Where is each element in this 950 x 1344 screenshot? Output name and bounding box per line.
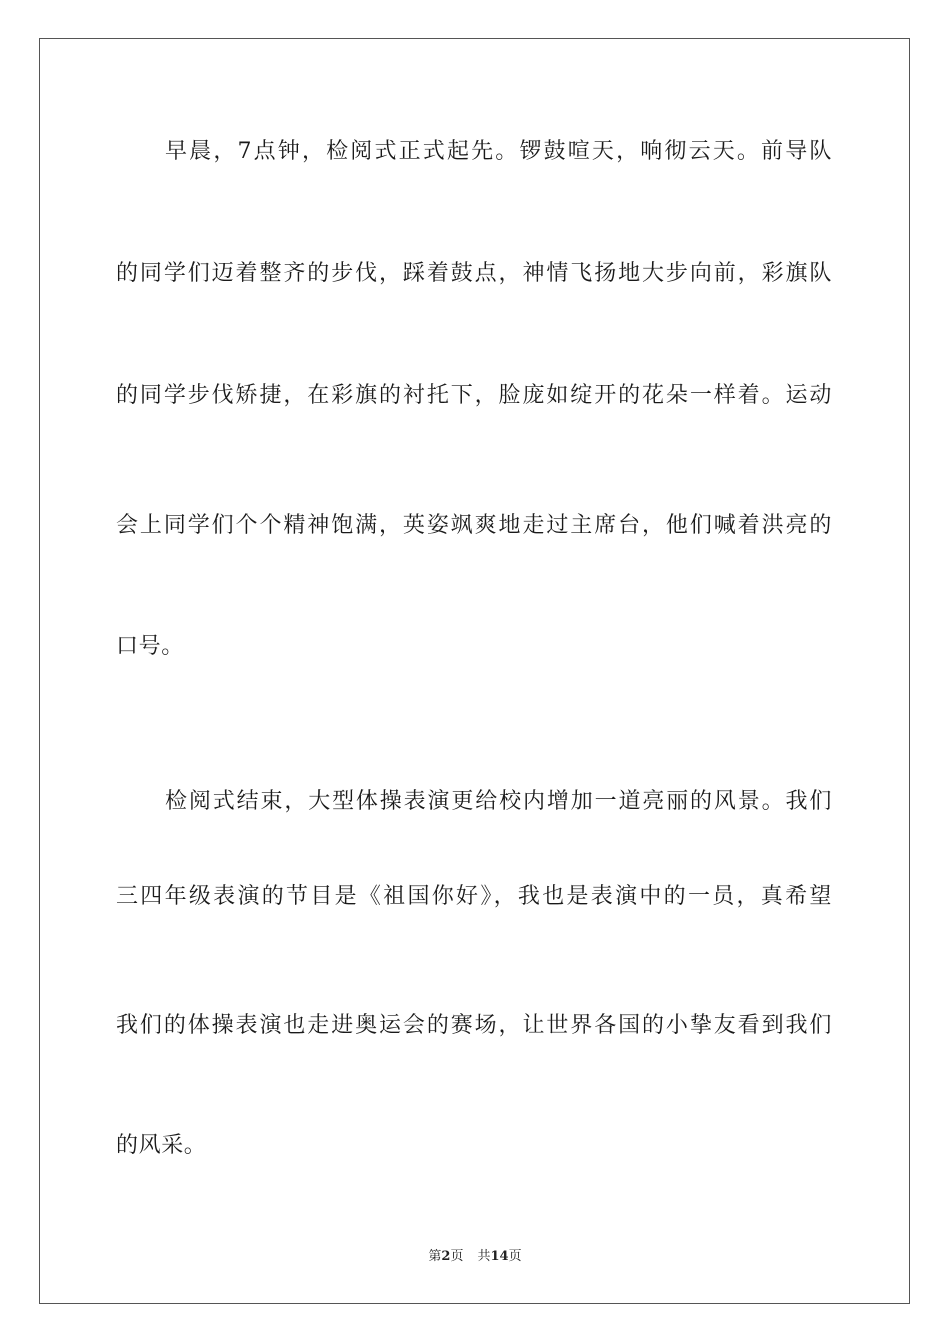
text-line: 的同学们迈着整齐的步伐，踩着鼓点，神情飞扬地大步向前，彩旗队: [116, 261, 832, 286]
text-line: 检阅式结束，大型体操表演更给校内增加一道亮丽的风景。我们: [165, 789, 832, 814]
total-suffix: 页: [508, 1249, 522, 1264]
text-line: 口号。: [116, 634, 184, 659]
text-line: 的同学步伐矫捷，在彩旗的衬托下，脸庞如绽开的花朵一样着。运动: [116, 383, 832, 408]
text-line: 的风采。: [116, 1133, 207, 1158]
text-line: 我们的体操表演也走进奥运会的赛场，让世界各国的小挚友看到我们: [116, 1013, 832, 1038]
text-line: 三四年级表演的节目是《祖国你好》，我也是表演中的一员，真希望: [116, 884, 832, 909]
page-border: [39, 38, 910, 1304]
page-number: 2: [441, 1249, 451, 1264]
page-footer: [0, 1248, 950, 1266]
total-prefix: 共: [477, 1249, 491, 1264]
total-pages: 14: [490, 1249, 509, 1264]
text-line: 早晨，7点钟，检阅式正式起先。锣鼓喧天，响彻云天。前导队: [165, 139, 832, 164]
text-line: 会上同学们个个精神饱满，英姿飒爽地走过主席台，他们喊着洪亮的: [116, 513, 832, 538]
page-suffix: 页: [450, 1249, 464, 1264]
page-prefix: 第: [428, 1249, 442, 1264]
